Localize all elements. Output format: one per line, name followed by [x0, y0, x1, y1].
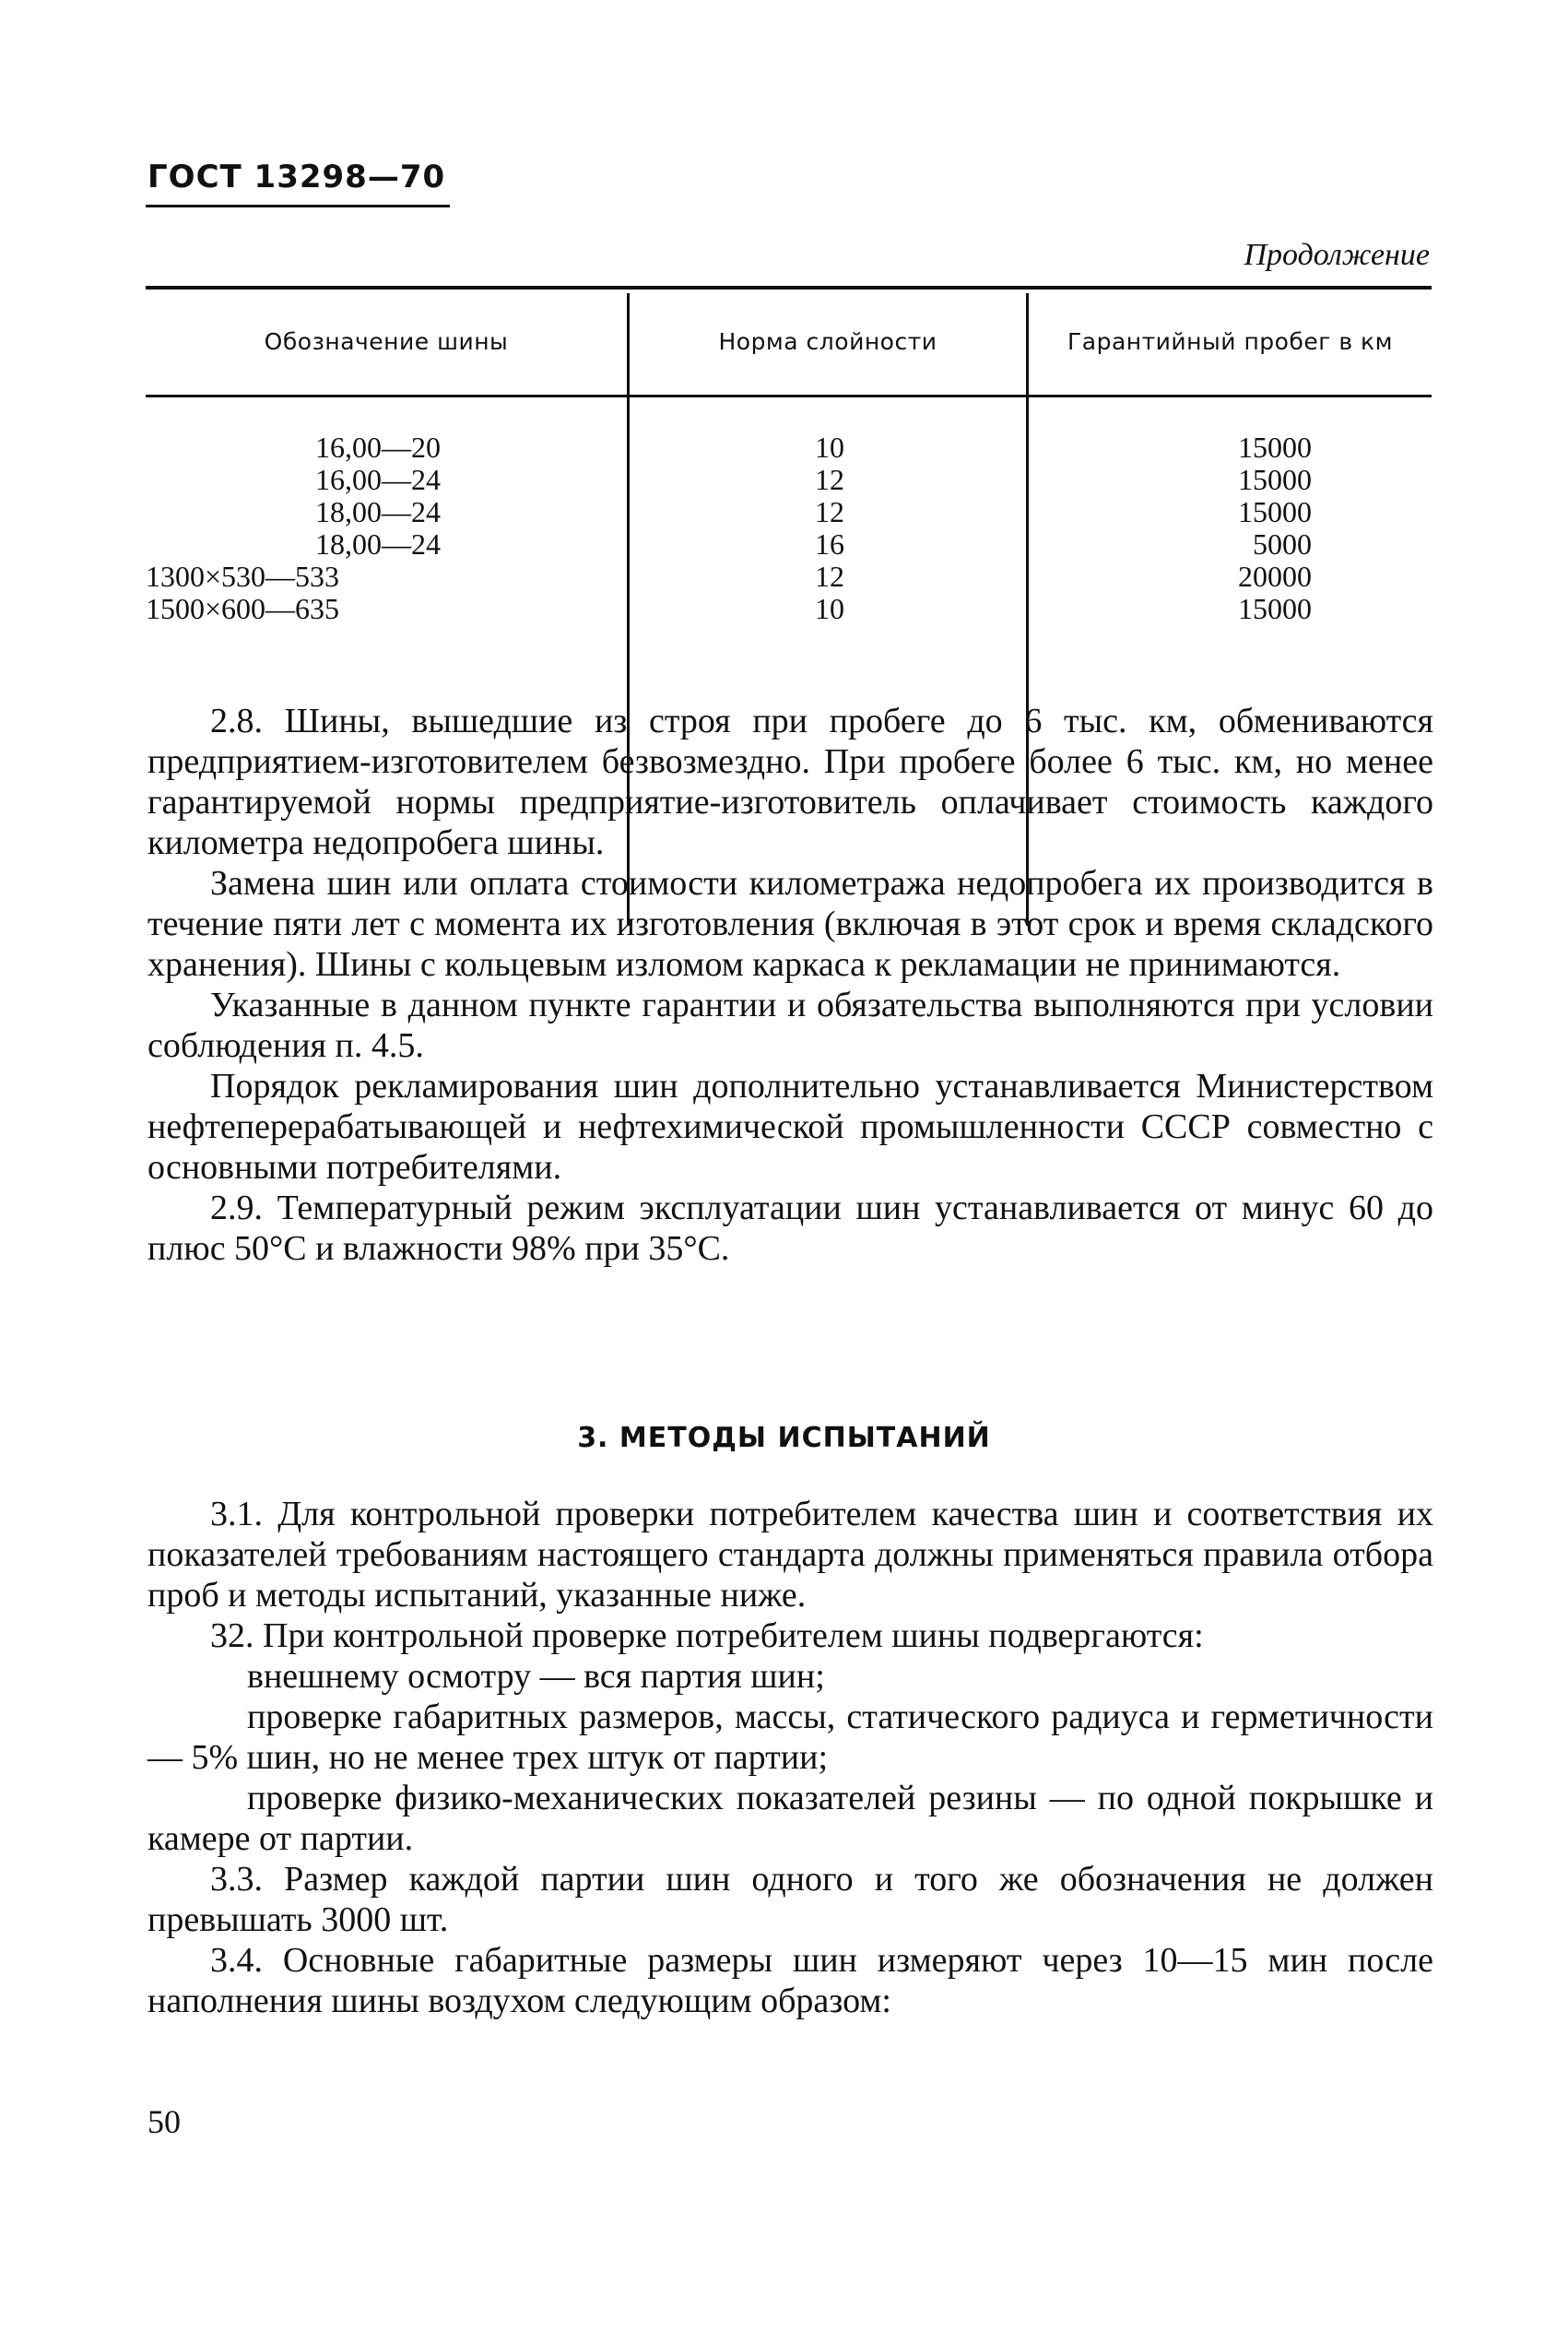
table-cell: 15000: [1238, 592, 1312, 625]
table-cell: 18,00—24: [315, 527, 441, 561]
table-cell: 5000: [1253, 527, 1312, 561]
table-cell: 15000: [1238, 431, 1312, 464]
column-header-ply-rating: Норма слойности: [718, 328, 937, 355]
continuation-label: Продолжение: [1244, 238, 1430, 272]
table-cell: 15000: [1238, 495, 1312, 528]
inspection-item: проверке физико-механических показателей резины — по одной покрышке и камере от партии.: [147, 1779, 1433, 1858]
table-cell: 18,00—24: [315, 495, 441, 528]
column-header-designation: Обозначение шины: [264, 328, 509, 355]
mileage-column: [1091, 432, 1312, 625]
table-cell: 16,00—24: [315, 463, 441, 496]
section-2-text: [147, 701, 1433, 1269]
table-cell: 16,00—20: [315, 431, 441, 464]
inspection-item: проверке габаритных размеров, массы, статического радиуса и герметичности — 5% шин, но не менее трех штук от партии;: [147, 1698, 1433, 1777]
table-cell: 15000: [1238, 463, 1312, 496]
table-cell: 20000: [1238, 560, 1312, 593]
paragraph-2-8: 2.8. Шины, вышедшие из строя при пробеге до 6 тыс. км, обмениваются предприятием-изготовителем безвозмездно. При пробеге более 6 тыс. км, но менее гарантируемой нормы предприятие-изготовитель оплачивает стоимость каждого километра недопробега шины.: [147, 702, 1433, 862]
table-cell: 16: [815, 527, 844, 561]
table-cell: 12: [815, 495, 844, 528]
paragraph-3-4: 3.4. Основные габаритные размеры шин измеряют через 10—15 мин после наполнения шины воздухом следующим образом:: [147, 1941, 1433, 2020]
paragraph-3-2: 32. При контрольной проверке потребителем шины подвергаются:: [210, 1616, 1204, 1655]
table-cell: 12: [815, 560, 844, 593]
inspection-item: внешнему осмотру — вся партия шин;: [247, 1657, 825, 1696]
paragraph-2-9: 2.9. Температурный режим эксплуатации шин устанавливается от минус 60 до плюс 50°С и влажности 98% при 35°С.: [147, 1189, 1433, 1268]
table-header-rule: [146, 395, 1432, 397]
table-cell: 1300×530—533: [146, 560, 340, 593]
standard-number: ГОСТ 13298—70: [147, 159, 446, 195]
paragraph-warranty: Указанные в данном пункте гарантии и обязательства выполняются при условии соблюдения п. 4.5.: [147, 986, 1433, 1065]
paragraph-claims: Порядок рекламирования шин дополнительно устанавливается Министерством нефтеперерабатывающей и нефтехимической промышленности СССР совместно с основными потребителями.: [147, 1067, 1433, 1187]
table-cell: 10: [815, 431, 844, 464]
page-number: 50: [147, 2103, 181, 2140]
ply-rating-column: [774, 432, 885, 625]
table-cell: 10: [815, 592, 844, 625]
designation-column: [146, 432, 450, 625]
section-heading: 3. МЕТОДЫ ИСПЫТАНИЙ: [577, 1422, 991, 1454]
table-top-rule: [146, 286, 1432, 290]
column-header-guaranteed-mileage: Гарантийный пробег в км: [1067, 328, 1393, 355]
paragraph-3-3: 3.3. Размер каждой партии шин одного и того же обозначения не должен превышать 3000 шт.: [147, 1860, 1433, 1939]
section-3-text: [147, 1494, 1433, 2021]
table-cell: 12: [815, 463, 844, 496]
table-cell: 1500×600—635: [146, 592, 340, 625]
paragraph-replacement: Замена шин или оплата стоимости километража недопробега их производится в течение пяти лет с момента их изготовления (включая в этот срок и время складского хранения). Шины с кольцевым изломом каркаса к рекламации не принимаются.: [147, 864, 1433, 984]
header-underline: [146, 205, 450, 207]
paragraph-3-1: 3.1. Для контрольной проверки потребителем качества шин и соответствия их показателей требованиям настоящего стандарта должны применяться правила отбора проб и методы испытаний, указанные ниже.: [147, 1495, 1433, 1615]
